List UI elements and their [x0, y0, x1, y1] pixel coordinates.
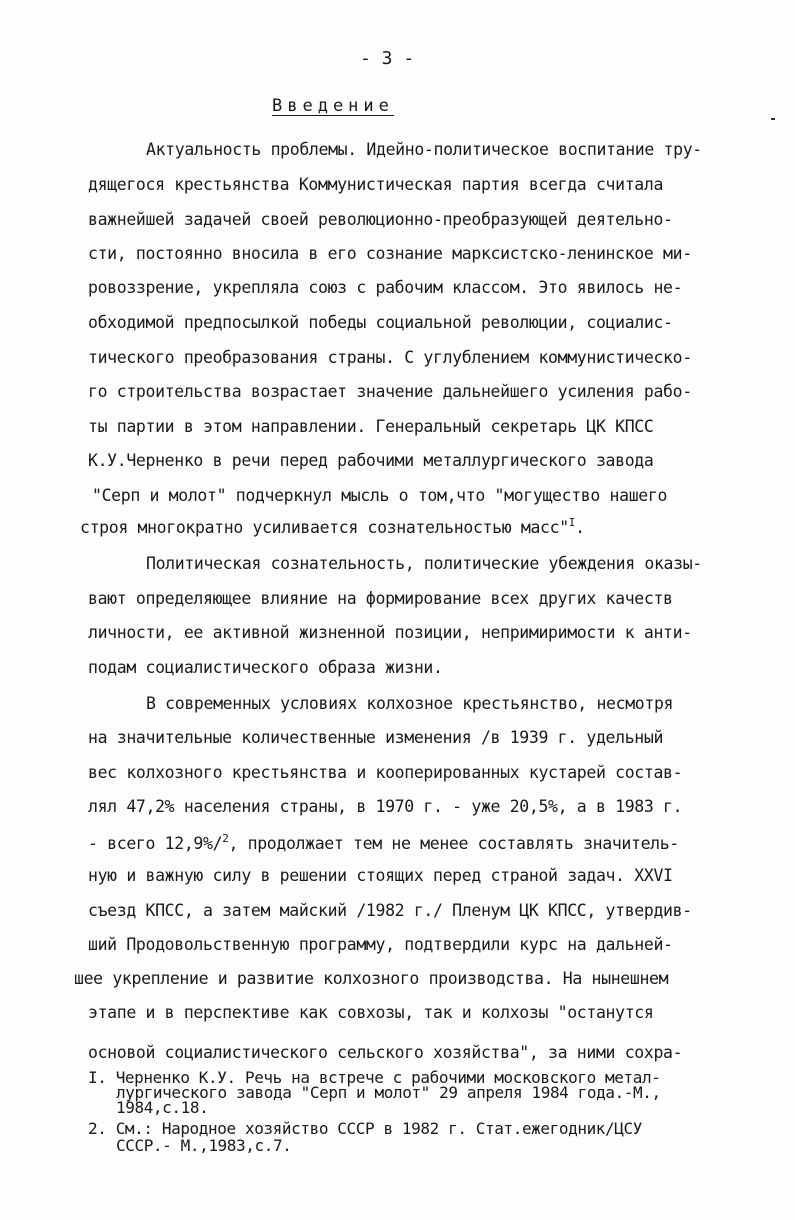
body-line-text: , продолжает тем не менее составлять значитель- [228, 834, 679, 853]
body-line: "Серп и молот" подчеркнул мысль о том,что "могущество нашего [92, 486, 668, 505]
body-line: личности, ее активной жизненной позиции, непримиримости к анти- [88, 623, 692, 642]
body-line: ную и важную силу в решении стоящих перед страной задач. XXVI [88, 866, 673, 885]
footnote-line: СССР.- М.,1983,с.7. [116, 1136, 292, 1155]
stray-mark [771, 118, 775, 120]
body-line: подам социалистического образа жизни. [88, 658, 443, 677]
body-line: вес колхозного крестьянства и кооперированных кустарей состав- [88, 763, 683, 782]
body-line: К.У.Черненко в речи перед рабочими металлургического завода [88, 451, 654, 470]
body-line: го строительства возрастает значение дальнейшего усиления рабо- [88, 382, 692, 401]
body-line: на значительные количественные изменения /в 1939 г. удельный [88, 728, 664, 747]
body-line: ровоззрение, укрепляла союз с рабочим классом. Это явилось не- [88, 278, 683, 297]
body-line: лял 47,2% населения страны, в 1970 г. - уже 20,5%, а в 1983 г. [88, 797, 683, 816]
body-line: основой социалистического сельского хозяйства", за ними сохра- [88, 1043, 683, 1062]
page-number: - 3 - [360, 48, 415, 69]
body-line: Актуальность проблемы. Идейно-политическое воспитание тру- [146, 140, 702, 159]
footnote-line: 2. См.: Народное хозяйство СССР в 1982 г. Стат.ежегодник/ЦСУ [88, 1119, 642, 1138]
section-heading: Введение [272, 96, 394, 116]
body-line: обходимой предпосылкой победы социальной революции, социалис- [88, 313, 673, 332]
body-line: ты партии в этом направлении. Генеральный секретарь ЦК КПСС [88, 417, 654, 436]
body-line [88, 832, 679, 853]
body-line: тического преобразования страны. С углублением коммунистическо- [88, 348, 692, 367]
body-line: шее укрепление и развитие колхозного производства. На нынешнем [74, 969, 669, 988]
body-line: ший Продовольственную программу, подтвердили курс на дальней- [88, 935, 673, 954]
body-line: строя многократно усиливается сознательностью масс"$^I$. [80, 516, 585, 537]
body-line: сти, постоянно вносила в его сознание марксистско-ленинское ми- [88, 244, 692, 263]
body-line: съезд КПСС, а затем майский /1982 г./ Пленум ЦК КПСС, утвердив- [88, 901, 692, 920]
footnote-ref: 2 [222, 832, 229, 845]
body-line: вают определяющее влияние на формирование всех других качеств [88, 589, 673, 608]
body-line-text: - всего 12,9%/ [88, 834, 223, 853]
body-line: важнейшей задачей своей революционно-преобразующей деятельно- [88, 210, 673, 229]
footnote-line: 1984,с.18. [116, 1098, 209, 1117]
footnote-ref: I [568, 516, 576, 529]
body-line: этапе и в перспективе как совхозы, так и колхозы "останутся [88, 1003, 654, 1022]
body-line: Политическая сознательность, политические убеждения оказы- [146, 554, 702, 573]
body-line-text: строя многократно усиливается сознательностью масс" [80, 518, 569, 537]
footnote-line: I. Черненко К.У. Речь на встрече с рабочими московского метал- [88, 1068, 661, 1087]
body-line: дящегося крестьянства Коммунистическая партия всегда считала [88, 175, 664, 194]
footnote-line: лургического завода "Серп и молот" 29 апреля 1984 года.-М., [116, 1083, 661, 1102]
body-line: В современных условиях колхозное крестьянство, несмотря [146, 694, 674, 713]
